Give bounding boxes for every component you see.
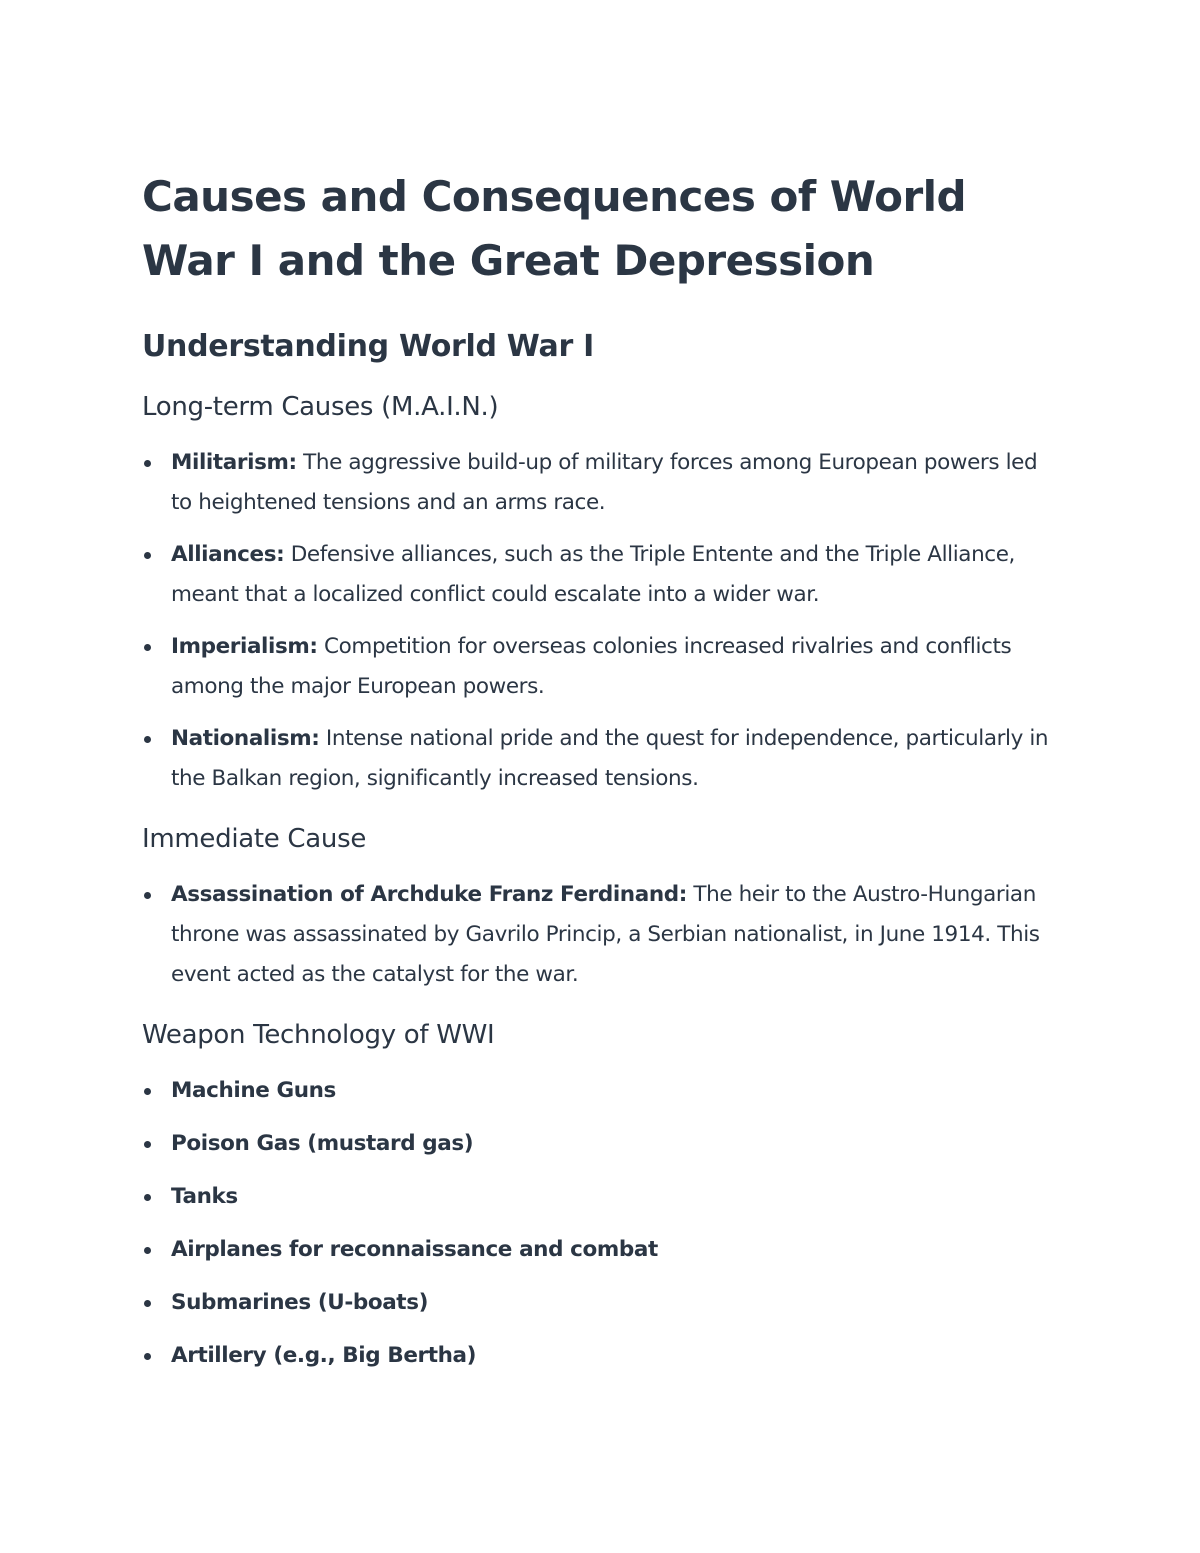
immediate-cause-heading: Immediate Cause [142,824,367,854]
bullet-icon [144,644,151,651]
list-item-term: Artillery (e.g., Big Bertha) [171,1343,477,1368]
list-item [142,1071,1062,1111]
list-item-text: The heir to the Austro-Hungarian throne was assassinated by Gavrilo Princip, a Serbian nationalist, in June 1914. This event acted as the catalyst for the war. [171,882,1040,987]
list-item-term: Machine Guns [171,1078,336,1103]
list-item-text: Intense national pride and the quest for independence, particularly in the Balkan region, significantly increased tensions. [171,726,1049,791]
weapon-technology-list [142,1071,1062,1376]
list-item-term: Submarines (U-boats) [171,1290,429,1315]
list-item-text: The aggressive build-up of military forces among European powers led to heightened tensions and an arms race. [171,450,1038,515]
list-item [142,1283,1062,1323]
long-term-causes-list [142,443,1062,799]
list-item [142,1336,1062,1376]
bullet-icon [144,1194,151,1201]
list-item-term: Tanks [171,1184,238,1209]
list-item [142,627,1062,707]
bullet-icon [144,892,151,899]
list-item [142,443,1062,523]
bullet-icon [144,552,151,559]
list-item-text: Competition for overseas colonies increased rivalries and conflicts among the major European powers. [171,634,1012,699]
immediate-cause-list [142,875,1062,995]
long-term-causes-heading: Long-term Causes (M.A.I.N.) [142,392,499,422]
list-item-term: Nationalism: [171,726,320,751]
list-item [142,1124,1062,1164]
list-item-term: Imperialism: [171,634,318,659]
list-item-term: Poison Gas (mustard gas) [171,1131,474,1156]
bullet-icon [144,1353,151,1360]
list-item [142,1230,1062,1270]
section-heading: Understanding World War I [142,329,594,364]
document-page [142,165,1062,1389]
list-item [142,719,1062,799]
list-item-term: Alliances: [171,542,285,567]
list-item [142,875,1062,995]
list-item [142,535,1062,615]
list-item-term: Militarism: [171,450,297,475]
list-item-term: Assassination of Archduke Franz Ferdinand: [171,882,687,907]
weapon-technology-heading: Weapon Technology of WWI [142,1020,495,1050]
bullet-icon [144,1088,151,1095]
list-item-text: Defensive alliances, such as the Triple Entente and the Triple Alliance, meant that a localized conflict could escalate into a wider war. [171,542,1015,607]
document-title: Causes and Consequences of World War I and the Great Depression [142,172,967,285]
list-item [142,1177,1062,1217]
bullet-icon [144,736,151,743]
bullet-icon [144,1247,151,1254]
list-item-term: Airplanes for reconnaissance and combat [171,1237,658,1262]
bullet-icon [144,460,151,467]
bullet-icon [144,1141,151,1148]
bullet-icon [144,1300,151,1307]
